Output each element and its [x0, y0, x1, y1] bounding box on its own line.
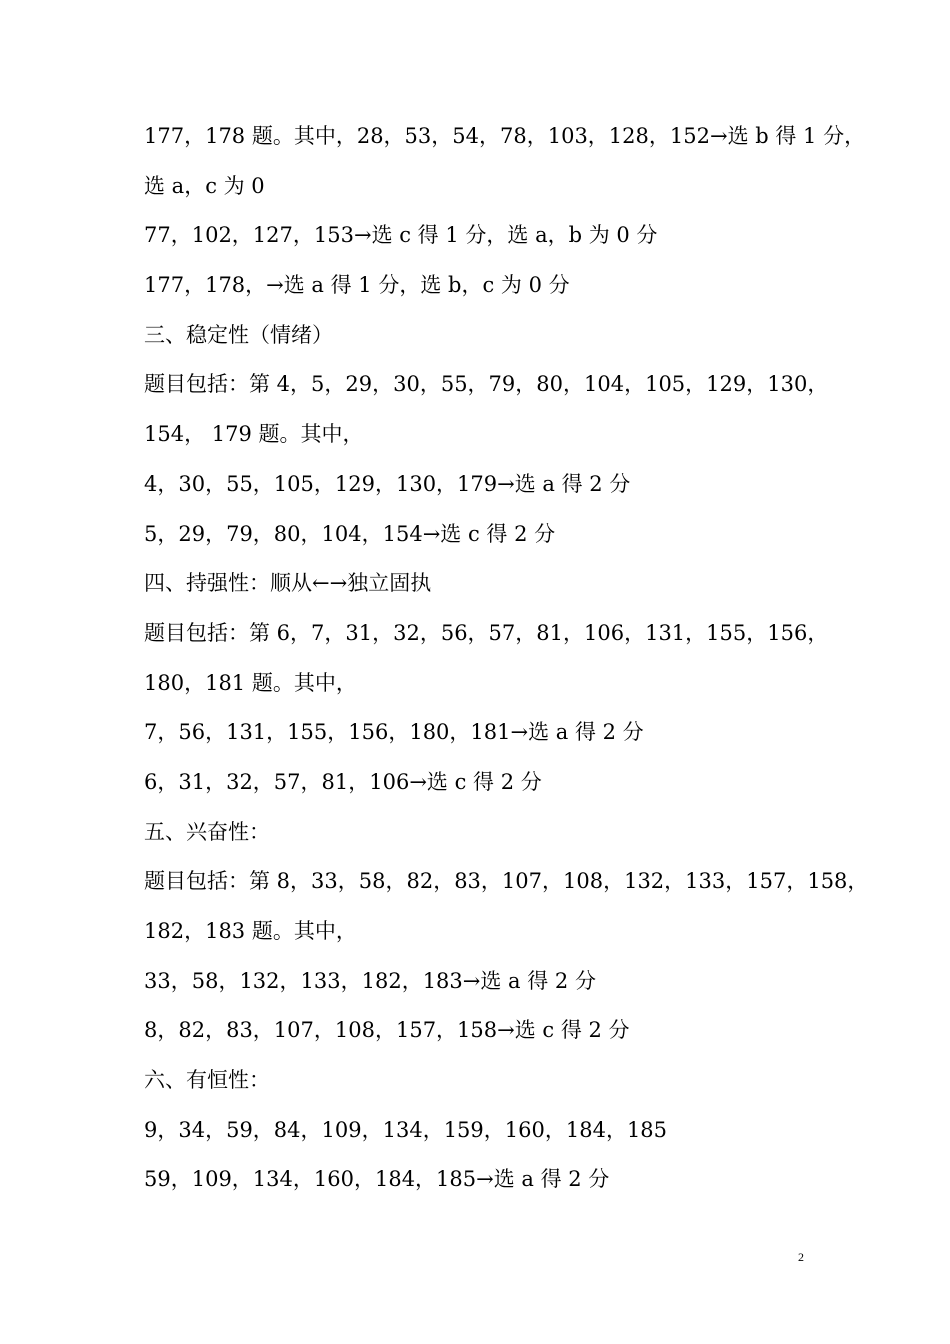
text-line: 题目包括：第 8，33，58，82，83，107，108，132，133，157，158，: [144, 869, 869, 894]
text-line: 180，181 题。其中，: [144, 670, 357, 695]
text-line: 9，34，59，84，109，134，159，160，184，185: [144, 1117, 668, 1142]
text-line: 33，58，132，133，182，183→选 a 得 2 分: [144, 968, 596, 993]
text-line: 7，56，131，155，156，180，181→选 a 得 2 分: [144, 720, 644, 745]
section-heading: 六、有恒性：: [144, 1068, 270, 1093]
text-line: 5，29，79，80，104，154→选 c 得 2 分: [144, 521, 556, 546]
text-line: 154， 179 题。其中，: [144, 422, 364, 447]
text-line: 选 a，c 为 0: [144, 173, 265, 198]
section-heading: 三、稳定性（情绪）: [144, 322, 333, 347]
text-line: 题目包括：第 4，5，29，30，55，79，80，104，105，129，130，: [144, 372, 829, 397]
section-heading: 五、兴奋性：: [144, 819, 270, 844]
document-body: [144, 118, 869, 1211]
text-line: 59，109，134，160，184，185→选 a 得 2 分: [144, 1167, 610, 1192]
section-heading: 四、持强性：顺从←→独立固执: [144, 571, 432, 596]
text-line: 4，30，55，105，129，130，179→选 a 得 2 分: [144, 471, 631, 496]
text-line: 6，31，32，57，81，106→选 c 得 2 分: [144, 769, 542, 794]
text-line: 177，178，→选 a 得 1 分，选 b，c 为 0 分: [144, 273, 570, 298]
text-line: 77，102，127，153→选 c 得 1 分，选 a，b 为 0 分: [144, 223, 658, 248]
text-line: 题目包括：第 6，7，31，32，56，57，81，106，131，155，156，: [144, 620, 829, 645]
text-line: 177，178 题。其中，28，53，54，78，103，128，152→选 b 得 1 分，: [144, 124, 866, 148]
text-line: 182，183 题。其中，: [144, 919, 357, 943]
text-line: 8，82，83，107，108，157，158→选 c 得 2 分: [144, 1018, 630, 1043]
page-number: 2: [798, 1250, 804, 1264]
